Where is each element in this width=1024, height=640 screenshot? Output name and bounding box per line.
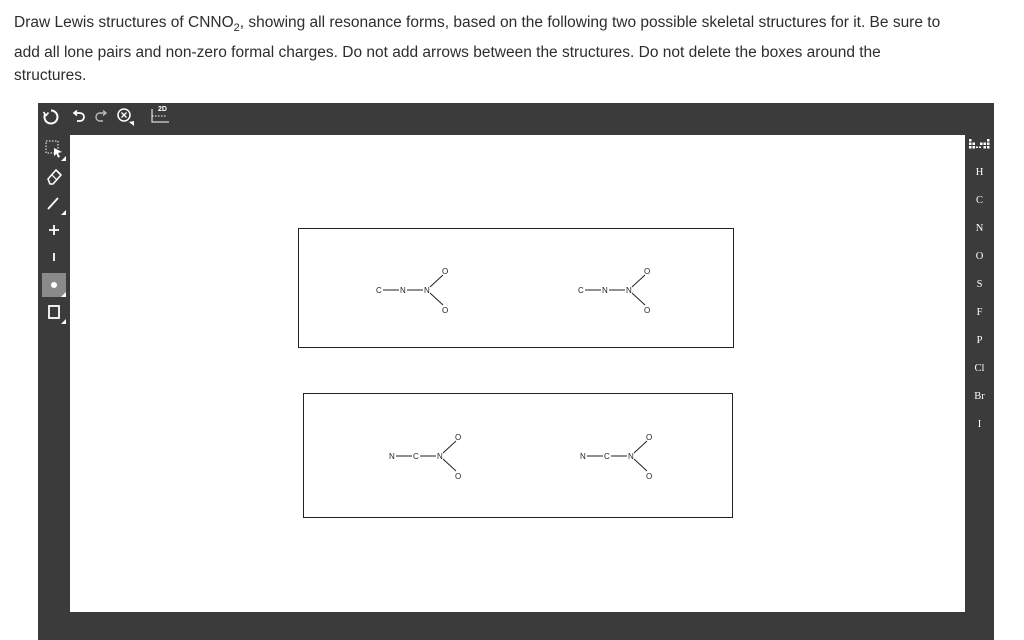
- bond-tool[interactable]: [42, 191, 66, 215]
- zoom-icon[interactable]: [114, 106, 136, 128]
- element-cl[interactable]: Cl: [974, 363, 985, 374]
- atom-label: O: [646, 472, 653, 481]
- undo-icon[interactable]: [68, 106, 90, 128]
- question-line1-pre: Draw Lewis structures of CNNO: [14, 14, 234, 31]
- 2d-3d-icon[interactable]: [150, 106, 172, 128]
- element-i[interactable]: I: [977, 419, 982, 430]
- structure-box-2[interactable]: [303, 393, 733, 518]
- atom-label: N: [389, 452, 395, 461]
- formula-subscript: 2: [233, 22, 240, 35]
- corner-marker: [61, 210, 66, 215]
- atom-label: O: [644, 267, 651, 276]
- molecule-box1-a: [376, 263, 456, 315]
- atom-label: N: [424, 286, 430, 295]
- molecule-box2-b: [580, 429, 660, 481]
- structure-box-1[interactable]: [298, 228, 734, 348]
- element-o[interactable]: O: [975, 251, 984, 262]
- atom-label: O: [455, 433, 462, 442]
- top-toolbar: [38, 103, 994, 131]
- select-tool[interactable]: [42, 137, 66, 161]
- positive-charge-tool[interactable]: [42, 218, 66, 242]
- question-line2: add all lone pairs and non-zero formal charges. Do not add arrows between the structures. Do not delete the boxes around the: [14, 43, 881, 61]
- corner-marker: [61, 292, 66, 297]
- atom-label: O: [442, 267, 449, 276]
- lone-pair-tool[interactable]: [42, 273, 66, 297]
- atom-label: N: [626, 286, 632, 295]
- negative-charge-tool[interactable]: [42, 245, 66, 269]
- atom-label: C: [376, 286, 382, 295]
- element-br[interactable]: Br: [974, 391, 985, 402]
- atom-label: N: [400, 286, 406, 295]
- molecule-box2-a: [389, 429, 469, 481]
- periodic-table-icon[interactable]: [969, 139, 990, 153]
- atom-label: N: [437, 452, 443, 461]
- eraser-tool[interactable]: [42, 164, 66, 188]
- atom-label: C: [413, 452, 419, 461]
- atom-label: O: [644, 306, 651, 315]
- corner-marker: [61, 319, 66, 324]
- atom-label: O: [455, 472, 462, 481]
- element-c[interactable]: C: [975, 195, 983, 206]
- atom-label: N: [628, 452, 634, 461]
- element-p[interactable]: P: [976, 335, 983, 346]
- box-tool[interactable]: [42, 300, 66, 324]
- atom-label: N: [602, 286, 608, 295]
- element-h[interactable]: H: [975, 167, 984, 178]
- molecule-box1-b: [578, 263, 658, 315]
- corner-marker: [61, 156, 66, 161]
- atom-label: N: [580, 452, 586, 461]
- clear-icon[interactable]: [40, 106, 62, 128]
- question-line3: structures.: [14, 67, 87, 85]
- question-text: [14, 11, 1004, 88]
- atom-label: O: [442, 306, 449, 315]
- element-s[interactable]: S: [976, 279, 983, 290]
- drawing-editor: [38, 103, 994, 640]
- atom-label: C: [604, 452, 610, 461]
- atom-label: C: [578, 286, 584, 295]
- drawing-canvas[interactable]: [70, 135, 965, 612]
- element-n[interactable]: N: [975, 223, 984, 234]
- element-f[interactable]: F: [976, 307, 983, 318]
- question-line1-post: , showing all resonance forms, based on the following two possible skeletal structures for it. Be sure to: [239, 14, 941, 31]
- dimension-label: 2D: [158, 106, 167, 113]
- atom-label: O: [646, 433, 653, 442]
- redo-icon[interactable]: [90, 106, 112, 128]
